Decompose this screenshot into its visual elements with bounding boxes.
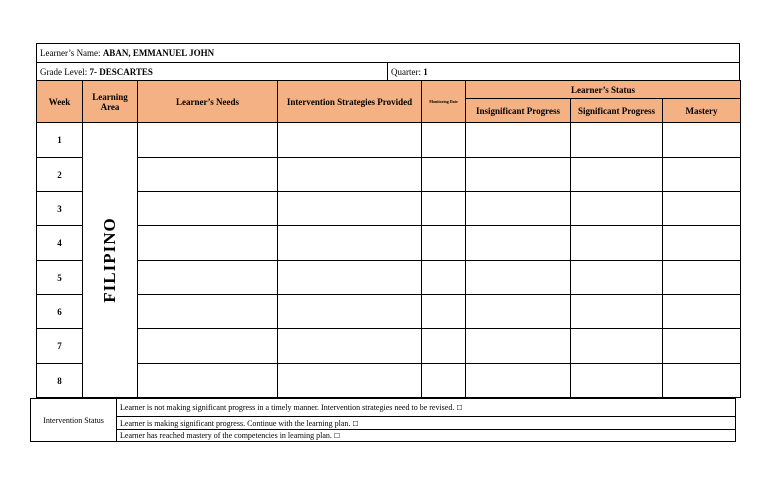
status-option-text: Learner is making significant progress. Continue with the learning plan. [120, 418, 351, 428]
quarter-cell [387, 62, 740, 81]
header-insignificant-progress: Insignificant Progress [466, 99, 571, 123]
table-row [37, 226, 741, 261]
mastery-cell[interactable] [663, 261, 741, 295]
significant-cell[interactable] [571, 295, 663, 329]
mastery-cell[interactable] [663, 123, 741, 158]
date-cell[interactable] [422, 364, 466, 398]
insignificant-cell[interactable] [466, 192, 571, 226]
table-row [37, 364, 741, 398]
header-monitoring-date: Monitoring Date [422, 81, 466, 123]
table-row [37, 329, 741, 364]
needs-cell[interactable] [138, 226, 278, 261]
significant-cell[interactable] [571, 158, 663, 192]
header-mastery: Mastery [663, 99, 741, 123]
status-option-mastery [117, 430, 736, 442]
grade-level-cell [36, 62, 388, 81]
week-cell: 6 [37, 295, 83, 329]
checkbox-icon[interactable]: ☐ [352, 419, 359, 428]
table-row [37, 295, 741, 329]
date-cell[interactable] [422, 261, 466, 295]
learner-name-row [36, 43, 740, 63]
insignificant-cell[interactable] [466, 261, 571, 295]
week-cell: 7 [37, 329, 83, 364]
header-week: Week [37, 81, 83, 123]
significant-cell[interactable] [571, 123, 663, 158]
mastery-cell[interactable] [663, 158, 741, 192]
insignificant-cell[interactable] [466, 158, 571, 192]
week-cell: 5 [37, 261, 83, 295]
date-cell[interactable] [422, 158, 466, 192]
grade-level-value: 7- DESCARTES [89, 67, 153, 77]
status-option-text: Learner is not making significant progress in a timely manner. Intervention strategies need to be revised. [120, 403, 455, 412]
header-significant-progress: Significant Progress [571, 99, 663, 123]
checkbox-icon[interactable]: ☐ [333, 432, 341, 440]
strategies-cell[interactable] [278, 329, 422, 364]
status-option-revise [117, 399, 736, 417]
significant-cell[interactable] [571, 364, 663, 398]
header-learners-needs: Learner’s Needs [138, 81, 278, 123]
header-intervention-strategies: Intervention Strategies Provided [278, 81, 422, 123]
checkbox-icon[interactable]: ☐ [456, 404, 463, 412]
needs-cell[interactable] [138, 261, 278, 295]
strategies-cell[interactable] [278, 261, 422, 295]
week-cell: 4 [37, 226, 83, 261]
date-cell[interactable] [422, 226, 466, 261]
strategies-cell[interactable] [278, 226, 422, 261]
insignificant-cell[interactable] [466, 329, 571, 364]
strategies-cell[interactable] [278, 123, 422, 158]
status-option-text: Learner has reached mastery of the competencies in learning plan. [120, 431, 332, 440]
significant-cell[interactable] [571, 329, 663, 364]
needs-cell[interactable] [138, 123, 278, 158]
progress-table [36, 80, 741, 398]
date-cell[interactable] [422, 123, 466, 158]
learner-name-value: ABAN, EMMANUEL JOHN [102, 48, 215, 58]
significant-cell[interactable] [571, 261, 663, 295]
mastery-cell[interactable] [663, 226, 741, 261]
mastery-cell[interactable] [663, 364, 741, 398]
week-cell: 3 [37, 192, 83, 226]
week-cell: 1 [37, 123, 83, 158]
intervention-status-label: Intervention Status [31, 399, 117, 442]
needs-cell[interactable] [138, 158, 278, 192]
learning-area-value: FILIPINO [100, 217, 119, 303]
mastery-cell[interactable] [663, 192, 741, 226]
insignificant-cell[interactable] [466, 364, 571, 398]
insignificant-cell[interactable] [466, 295, 571, 329]
quarter-label: Quarter: [391, 67, 421, 77]
header-learners-status: Learner’s Status [466, 81, 741, 99]
mastery-cell[interactable] [663, 295, 741, 329]
insignificant-cell[interactable] [466, 226, 571, 261]
needs-cell[interactable] [138, 295, 278, 329]
intervention-status-table [30, 398, 736, 442]
status-option-continue [117, 417, 736, 430]
table-row [37, 192, 741, 226]
table-row [37, 123, 741, 158]
strategies-cell[interactable] [278, 295, 422, 329]
strategies-cell[interactable] [278, 364, 422, 398]
date-cell[interactable] [422, 192, 466, 226]
quarter-value: 1 [423, 67, 428, 77]
learning-area-cell [83, 123, 138, 398]
significant-cell[interactable] [571, 192, 663, 226]
needs-cell[interactable] [138, 364, 278, 398]
needs-cell[interactable] [138, 192, 278, 226]
week-cell: 8 [37, 364, 83, 398]
grade-level-label: Grade Level: [40, 67, 88, 77]
date-cell[interactable] [422, 295, 466, 329]
learner-name-label: Learner’s Name: [40, 48, 101, 58]
significant-cell[interactable] [571, 226, 663, 261]
header-learning-area: Learning Area [83, 81, 138, 123]
insignificant-cell[interactable] [466, 123, 571, 158]
date-cell[interactable] [422, 329, 466, 364]
week-cell: 2 [37, 158, 83, 192]
strategies-cell[interactable] [278, 158, 422, 192]
table-row [37, 261, 741, 295]
table-row [37, 158, 741, 192]
strategies-cell[interactable] [278, 192, 422, 226]
mastery-cell[interactable] [663, 329, 741, 364]
needs-cell[interactable] [138, 329, 278, 364]
